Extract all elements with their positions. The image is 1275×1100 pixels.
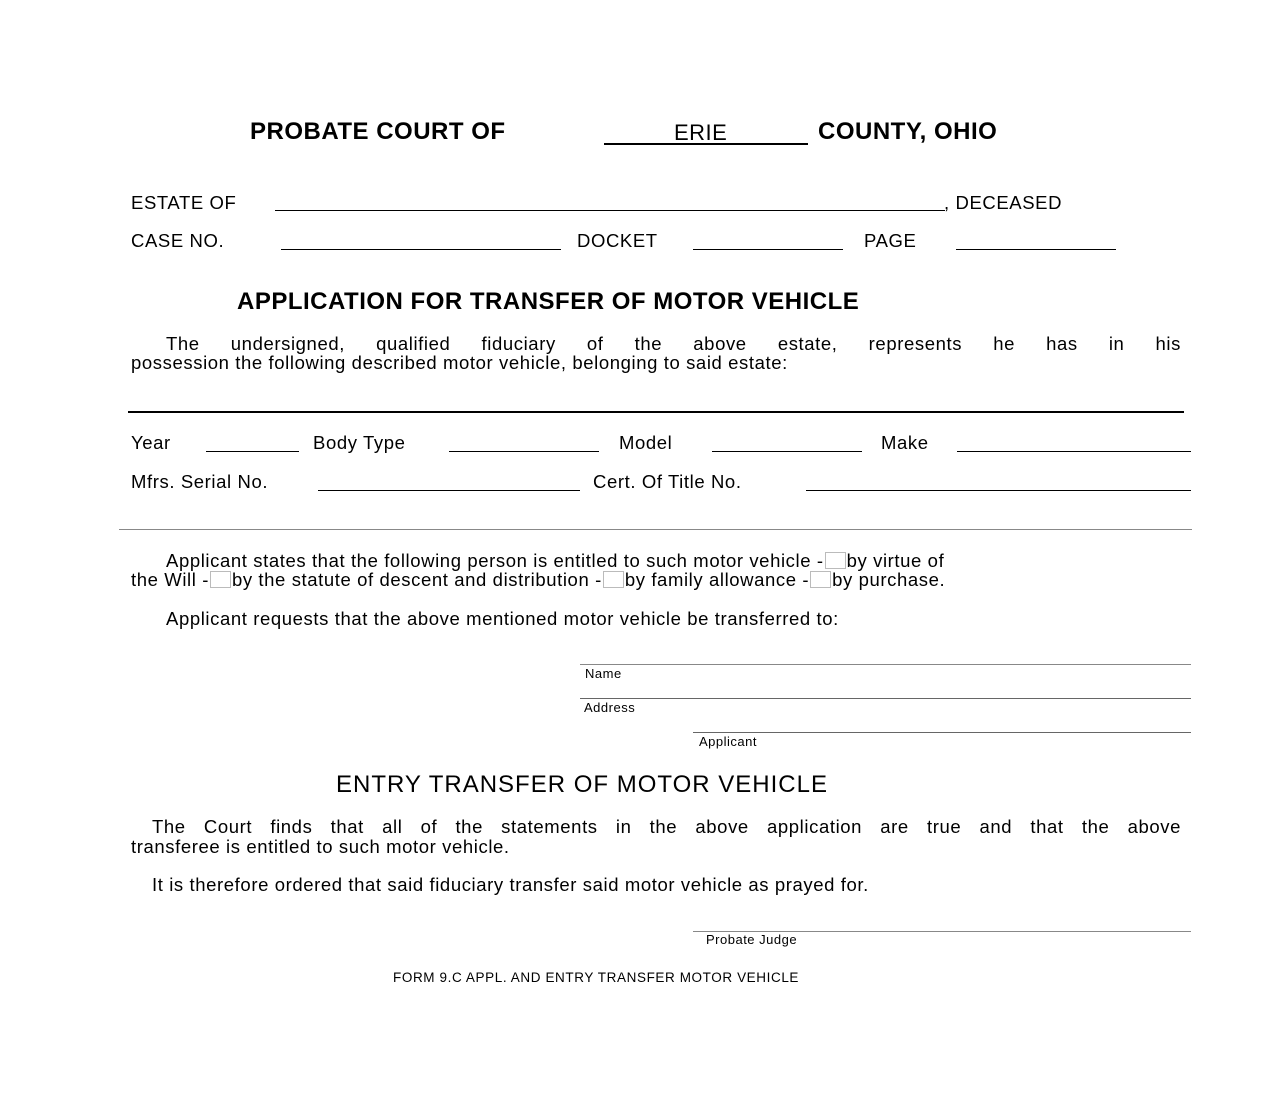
model-label: Model [619, 432, 673, 453]
docket-label: DOCKET [577, 230, 658, 251]
ordered-text: It is therefore ordered that said fiduciary transfer said motor vehicle as prayed for. [152, 874, 869, 895]
descent-checkbox[interactable] [210, 571, 231, 588]
case-no-field[interactable] [281, 249, 561, 250]
purchase-checkbox[interactable] [810, 571, 831, 588]
finds-line-2: transferee is entitled to such motor vehicle. [131, 836, 510, 857]
requests-text: Applicant requests that the above mentioned motor vehicle be transferred to: [166, 608, 839, 629]
court-prefix: PROBATE COURT OF [250, 118, 506, 145]
applicant-signature-field[interactable] [693, 732, 1191, 733]
name-field[interactable] [580, 664, 1191, 665]
judge-label: Probate Judge [706, 932, 798, 947]
application-title: APPLICATION FOR TRANSFER OF MOTOR VEHICLE [237, 288, 860, 315]
body-type-label: Body Type [313, 432, 406, 453]
serial-no-label: Mfrs. Serial No. [131, 471, 269, 492]
intro-line-1: The undersigned, qualified fiduciary of the above estate, represents he has in his [166, 333, 1181, 354]
docket-field[interactable] [693, 249, 843, 250]
make-label: Make [881, 432, 929, 453]
court-suffix: COUNTY, OHIO [818, 118, 998, 145]
applicant-label: Applicant [699, 734, 757, 749]
divider [119, 529, 1192, 530]
states-text: by virtue of [846, 550, 945, 571]
title-no-field[interactable] [806, 490, 1191, 491]
name-label: Name [585, 666, 622, 681]
family-allowance-checkbox[interactable] [603, 571, 624, 588]
will-checkbox[interactable] [825, 552, 846, 569]
address-label: Address [584, 700, 636, 715]
make-field[interactable] [957, 451, 1191, 452]
states-line-2 [131, 569, 945, 591]
page-label: PAGE [864, 230, 917, 251]
entry-title: ENTRY TRANSFER OF MOTOR VEHICLE [336, 771, 828, 798]
serial-no-field[interactable] [318, 490, 580, 491]
case-no-label: CASE NO. [131, 230, 225, 251]
deceased-label: , DECEASED [944, 192, 1063, 213]
county-value: ERIE [674, 120, 728, 145]
states-text: by family allowance - [624, 569, 810, 590]
states-text: the Will - [131, 569, 209, 590]
states-text: Applicant states that the following person is entitled to such motor vehicle - [166, 550, 824, 571]
intro-line-2: possession the following described motor vehicle, belonging to said estate: [131, 352, 788, 373]
year-field[interactable] [206, 451, 299, 452]
states-text: by purchase. [832, 569, 946, 590]
divider [128, 411, 1184, 413]
model-field[interactable] [712, 451, 862, 452]
page-field[interactable] [956, 249, 1116, 250]
year-label: Year [131, 432, 171, 453]
estate-name-field[interactable] [275, 210, 945, 211]
states-text: by the statute of descent and distribution - [231, 569, 602, 590]
title-no-label: Cert. Of Title No. [593, 471, 742, 492]
estate-label: ESTATE OF [131, 192, 237, 213]
address-field[interactable] [580, 698, 1191, 699]
body-type-field[interactable] [449, 451, 599, 452]
finds-line-1: The Court finds that all of the statements in the above application are true and that the above [152, 816, 1181, 837]
form-footer: FORM 9.C APPL. AND ENTRY TRANSFER MOTOR VEHICLE [393, 970, 800, 985]
